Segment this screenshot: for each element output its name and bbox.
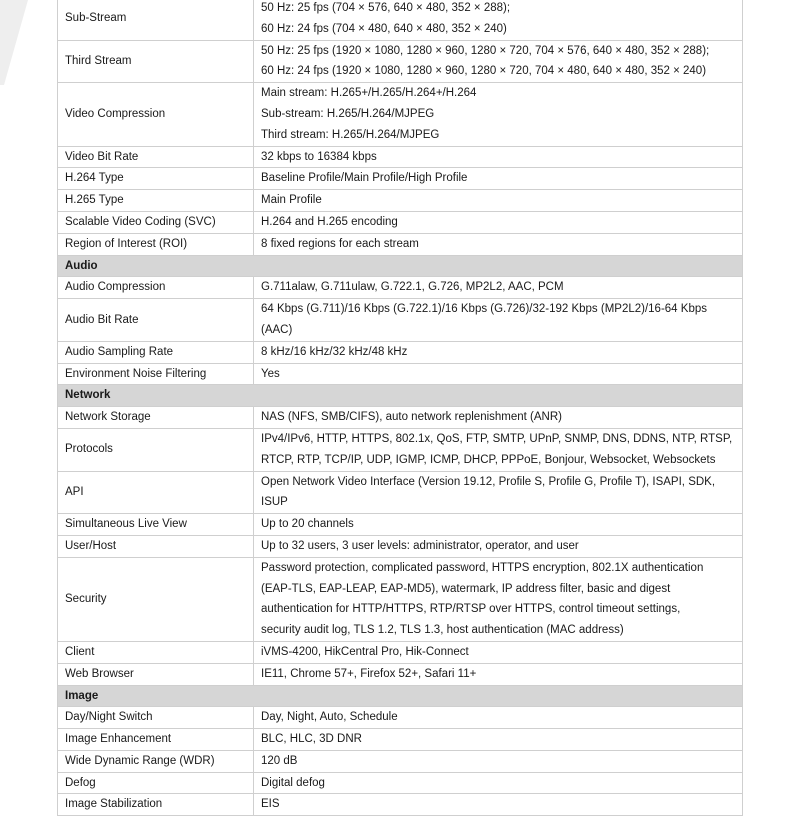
spec-value: [254, 471, 743, 514]
spec-value-line: Digital defog: [261, 776, 325, 789]
spec-row: [58, 772, 743, 794]
spec-label: Network Storage: [58, 407, 254, 429]
spec-value: [254, 729, 743, 751]
spec-row: [58, 663, 743, 685]
spec-value-line: 60 Hz: 24 fps (704 × 480, 640 × 480, 352 × 240): [261, 22, 507, 35]
section-title: Image: [58, 685, 743, 707]
spec-value: [254, 428, 743, 471]
spec-value-line: IPv4/IPv6, HTTP, HTTPS, 802.1x, QoS, FTP, SMTP, UPnP, SNMP, DNS, DDNS, NTP, RTSP,: [261, 432, 733, 445]
spec-label: Audio Bit Rate: [58, 299, 254, 342]
spec-row: [58, 535, 743, 557]
spec-value-line: EIS: [261, 798, 280, 811]
spec-value: [254, 233, 743, 255]
spec-value: [254, 299, 743, 342]
spec-value: [254, 750, 743, 772]
spec-row: [58, 641, 743, 663]
spec-row: [58, 190, 743, 212]
spec-value-line: IE11, Chrome 57+, Firefox 52+, Safari 11+: [261, 667, 477, 680]
spec-value-line: Sub-stream: H.265/H.264/MJPEG: [261, 107, 435, 120]
spec-value-line: authentication for HTTP/HTTPS, RTP/RTSP over HTTPS, control timeout settings,: [261, 603, 681, 616]
spec-value-line: NAS (NFS, SMB/CIFS), auto network replenishment (ANR): [261, 411, 562, 424]
spec-label: Defog: [58, 772, 254, 794]
spec-value-line: G.711alaw, G.711ulaw, G.722.1, G.726, MP2L2, AAC, PCM: [261, 281, 564, 294]
spec-label: Image Stabilization: [58, 794, 254, 816]
spec-label: Audio Sampling Rate: [58, 341, 254, 363]
spec-value-line: 8 fixed regions for each stream: [261, 237, 419, 250]
spec-row: [58, 471, 743, 514]
spec-value-line: 32 kbps to 16384 kbps: [261, 150, 377, 163]
spec-label: Region of Interest (ROI): [58, 233, 254, 255]
spec-value-line: 64 Kbps (G.711)/16 Kbps (G.722.1)/16 Kbps (G.726)/32-192 Kbps (MP2L2)/16-64 Kbps: [261, 303, 707, 316]
spec-label: Video Bit Rate: [58, 146, 254, 168]
spec-value-line: security audit log, TLS 1.2, TLS 1.3, host authentication (MAC address): [261, 624, 624, 637]
spec-table-body: [58, 0, 743, 816]
spec-value-line: (EAP-TLS, EAP-LEAP, EAP-MD5), watermark, IP address filter, basic and digest: [261, 582, 671, 595]
spec-value-line: Up to 20 channels: [261, 518, 354, 531]
spec-value-line: 50 Hz: 25 fps (704 × 576, 640 × 480, 352 × 288);: [261, 2, 511, 14]
section-header-row: [58, 685, 743, 707]
spec-value: [254, 794, 743, 816]
spec-value: [254, 83, 743, 146]
spec-value-line: BLC, HLC, 3D DNR: [261, 733, 362, 746]
spec-row: [58, 146, 743, 168]
spec-value-line: 60 Hz: 24 fps (1920 × 1080, 1280 × 960, 1280 × 720, 704 × 480, 640 × 480, 352 × 240): [261, 65, 707, 78]
spec-value: [254, 40, 743, 83]
spec-value: [254, 277, 743, 299]
section-header-row: [58, 385, 743, 407]
spec-label: Video Compression: [58, 83, 254, 146]
spec-label: Web Browser: [58, 663, 254, 685]
spec-value: [254, 514, 743, 536]
spec-label: H.264 Type: [58, 168, 254, 190]
spec-value-line: Main Profile: [261, 194, 322, 207]
spec-value: [254, 363, 743, 385]
spec-value: [254, 146, 743, 168]
spec-label: Scalable Video Coding (SVC): [58, 211, 254, 233]
spec-value: [254, 341, 743, 363]
spec-label: User/Host: [58, 535, 254, 557]
spec-row: [58, 299, 743, 342]
watermark-logo: [0, 0, 40, 90]
spec-value: [254, 557, 743, 641]
spec-value: [254, 168, 743, 190]
spec-label: Wide Dynamic Range (WDR): [58, 750, 254, 772]
spec-value-line: 50 Hz: 25 fps (1920 × 1080, 1280 × 960, 1280 × 720, 704 × 576, 640 × 480, 352 × 288);: [261, 44, 710, 57]
spec-value: [254, 211, 743, 233]
spec-value: [254, 641, 743, 663]
spec-row: [58, 750, 743, 772]
spec-value: [254, 663, 743, 685]
spec-label: Security: [58, 557, 254, 641]
spec-value-line: iVMS-4200, HikCentral Pro, Hik-Connect: [261, 645, 469, 658]
spec-value: [254, 0, 743, 40]
spec-value-line: Yes: [261, 367, 280, 380]
spec-label: Audio Compression: [58, 277, 254, 299]
spec-row: [58, 428, 743, 471]
spec-value-line: (AAC): [261, 323, 293, 336]
spec-value-line: RTCP, RTP, TCP/IP, UDP, IGMP, ICMP, DHCP, PPPoE, Bonjour, Websocket, Websockets: [261, 453, 716, 466]
spec-value-line: Third stream: H.265/H.264/MJPEG: [261, 128, 440, 141]
spec-value-line: 120 dB: [261, 754, 298, 767]
spec-row: [58, 168, 743, 190]
spec-label: Protocols: [58, 428, 254, 471]
spec-row: [58, 341, 743, 363]
section-header-row: [58, 255, 743, 277]
section-title: Network: [58, 385, 743, 407]
spec-row: [58, 557, 743, 641]
spec-label: Third Stream: [58, 40, 254, 83]
spec-value-line: Up to 32 users, 3 user levels: administrator, operator, and user: [261, 539, 579, 552]
spec-row: [58, 729, 743, 751]
spec-value: [254, 535, 743, 557]
spec-row: [58, 233, 743, 255]
spec-row: [58, 40, 743, 83]
spec-row: [58, 277, 743, 299]
spec-label: Simultaneous Live View: [58, 514, 254, 536]
spec-value-line: Password protection, complicated password, HTTPS encryption, 802.1X authentication: [261, 561, 704, 574]
spec-value-line: Open Network Video Interface (Version 19.12, Profile S, Profile G, Profile T), ISAPI, SDK,: [261, 475, 716, 488]
spec-row: [58, 407, 743, 429]
spec-label: Day/Night Switch: [58, 707, 254, 729]
spec-value-line: Day, Night, Auto, Schedule: [261, 711, 398, 724]
spec-value-line: ISUP: [261, 496, 288, 509]
spec-label: API: [58, 471, 254, 514]
spec-row: [58, 794, 743, 816]
spec-label: Environment Noise Filtering: [58, 363, 254, 385]
spec-label: H.265 Type: [58, 190, 254, 212]
spec-label: Image Enhancement: [58, 729, 254, 751]
spec-row: [58, 0, 743, 40]
spec-value: [254, 407, 743, 429]
spec-value-line: 8 kHz/16 kHz/32 kHz/48 kHz: [261, 345, 408, 358]
spec-row: [58, 211, 743, 233]
spec-row: [58, 363, 743, 385]
spec-table: [57, 0, 743, 816]
spec-value: [254, 190, 743, 212]
spec-row: [58, 83, 743, 146]
spec-value: [254, 707, 743, 729]
section-title: Audio: [58, 255, 743, 277]
spec-row: [58, 514, 743, 536]
spec-row: [58, 707, 743, 729]
spec-value-line: H.264 and H.265 encoding: [261, 215, 398, 228]
spec-value-line: Main stream: H.265+/H.265/H.264+/H.264: [261, 87, 477, 100]
spec-label: Client: [58, 641, 254, 663]
spec-value: [254, 772, 743, 794]
spec-value-line: Baseline Profile/Main Profile/High Profile: [261, 172, 468, 185]
spec-label: Sub-Stream: [58, 0, 254, 40]
